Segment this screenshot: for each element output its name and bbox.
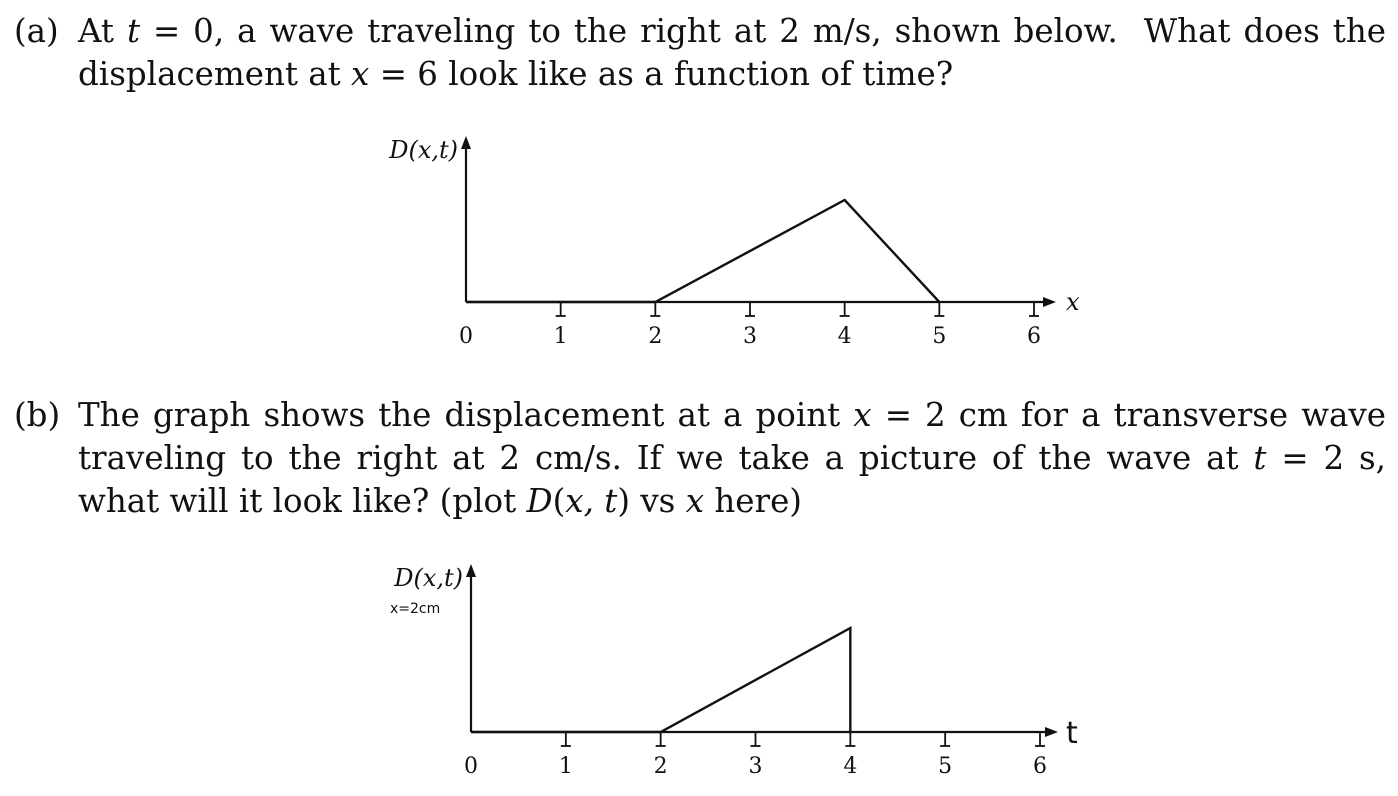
text-segment: = 6 look like as a function of time? [369, 55, 954, 93]
chart-b-tick-label: 3 [748, 754, 763, 779]
chart-a-tick-label: 5 [932, 324, 947, 349]
text-segment: At [78, 12, 127, 50]
chart-b-ylabel: D(x,t) [394, 564, 463, 592]
chart-b-y-axis-arrow [466, 564, 476, 577]
text-segment: The graph shows the displacement at a point [78, 396, 854, 434]
text-segment: here) [704, 482, 802, 520]
text-segment: = 2 cm for a transverse wave traveling to the right at 2 cm/s. If we take a picture of the wave at [78, 396, 1397, 477]
text-segment: ( [552, 482, 566, 520]
text-segment: D [526, 482, 553, 520]
text-segment: x, t [565, 482, 618, 520]
chart-a-tick-label: 3 [743, 324, 757, 349]
chart-b-tick-label: 5 [938, 754, 953, 779]
chart-b-xlabel: t [1066, 716, 1078, 751]
chart-b-tick-label: 6 [1033, 754, 1047, 779]
chart-b-ylabel-note: x=2cm [390, 601, 441, 617]
chart-a-tick-label: 2 [648, 324, 663, 349]
chart-b-tick-label: 4 [843, 754, 858, 779]
text-segment: = 2 s, what will it look like? (plot [78, 439, 1397, 520]
chart-a-tick-label: 6 [1027, 324, 1041, 349]
chart-a-tick-label: 4 [837, 324, 852, 349]
text-segment: t [126, 12, 140, 50]
problem-b-label: (b) [14, 396, 61, 434]
chart-b-tick-label: 1 [558, 754, 573, 779]
text-segment: x [351, 55, 370, 93]
chart-a-ylabel: D(x,t) [389, 136, 458, 164]
chart-b-series-line [471, 628, 850, 732]
text-segment: = 0, a wave traveling to the right at 2 m/s, shown below. What does the displacement at [78, 12, 1397, 93]
chart-a-tick-label: 1 [553, 324, 568, 349]
chart-a-xlabel: x [1066, 288, 1080, 316]
problem-a-label: (a) [14, 12, 59, 50]
chart-a-tick-label: 0 [459, 324, 473, 349]
text-segment: t [1253, 439, 1267, 477]
chart-b-tick-label: 2 [653, 754, 668, 779]
chart-b-tick-label: 0 [464, 754, 478, 779]
text-segment: x [853, 396, 872, 434]
chart-b-x-axis-arrow [1045, 727, 1058, 737]
text-segment: x [685, 482, 705, 520]
text-segment: ) vs [617, 482, 686, 520]
